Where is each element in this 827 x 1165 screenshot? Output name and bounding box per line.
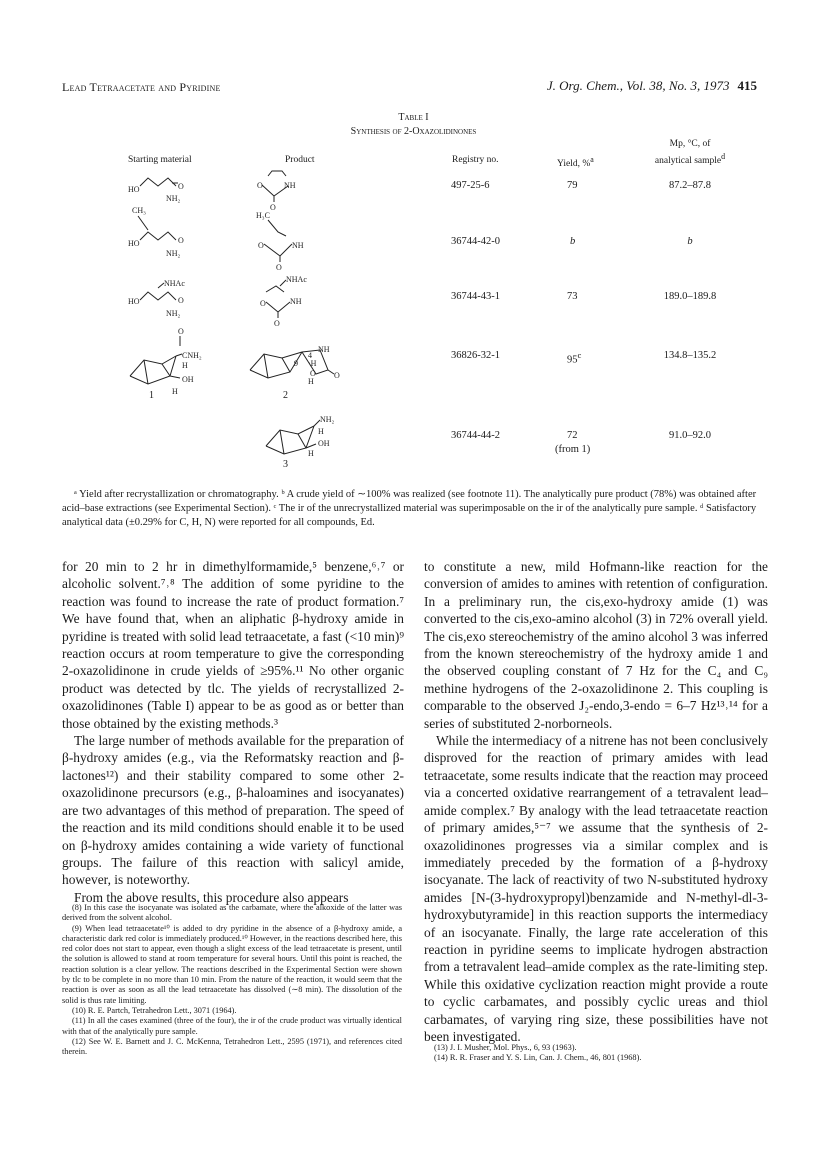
melting-point: 87.2–87.8 xyxy=(669,180,711,191)
svg-text:HO: HO xyxy=(128,239,140,248)
compound-label-3: 3 xyxy=(283,459,288,470)
svg-text:NHAc: NHAc xyxy=(164,279,185,288)
svg-text:O: O xyxy=(310,369,316,378)
svg-text:H: H xyxy=(308,449,314,458)
compound-label-2: 2 xyxy=(283,390,288,401)
svg-text:O: O xyxy=(276,263,282,272)
svg-text:O: O xyxy=(178,182,184,191)
paragraph: The large number of methods available for the preparation of β-hydroxy amides (e.g., via the Reformatsky reaction and β-lactones¹²) and their stability compared to some other 2-oxazolidinone precursors (e.g., β-haloamines and isocyanates) are two advantages of this method of preparation. The speed of the reaction and its mild conditions should enable it to be used on β-hydroxy amides containing a wide variety of functional groups. The failure of this reaction with salicyl amide, however, is noteworthy. xyxy=(62,733,404,888)
yield-value: 79 xyxy=(567,180,578,191)
melting-point: 91.0–92.0 xyxy=(669,430,711,441)
svg-text:H: H xyxy=(182,361,188,370)
svg-text:CNH₂: CNH₂ xyxy=(182,351,202,360)
svg-text:H₃C: H₃C xyxy=(256,211,270,220)
table-label: Table I xyxy=(398,112,429,123)
svg-text:O: O xyxy=(334,371,340,380)
svg-text:NH₂: NH₂ xyxy=(166,249,181,258)
footnote: (9) When lead tetraacetate¹⁰ is added to dry pyridine in the absence of a β-hydroxy amide, a characteristic dark red color is immediately produced.¹⁰ However, in the reactions described here, this red color does not start to appear, even though a slight excess of the lead tetraacetate is present, until the solution is allowed to stand at room temperature for several hours. Until this point is reached, the reaction solution is a clear yellow. The reactions described in the Experimental Section were shown by tlc to be complete in no more than 10 min. From the nature of the reaction, it would seem that the reaction is over as soon as all the lead tetraacetate has dissolved (∼8 min). The dissolution of the solid is thus rate limiting. xyxy=(62,923,402,1005)
registry-no: 36826-32-1 xyxy=(451,350,500,361)
registry-no: 36744-44-2 xyxy=(451,430,500,441)
svg-text:9: 9 xyxy=(294,359,298,368)
footnote: (12) See W. E. Barnett and J. C. McKenna, Tetrahedron Lett., 2595 (1971), and references cited therein. xyxy=(62,1036,402,1057)
structure-product-1 xyxy=(252,168,312,215)
svg-text:H: H xyxy=(172,387,178,396)
running-head-title: Lead Tetraacetate and Pyridine xyxy=(62,80,221,94)
svg-text:O: O xyxy=(260,299,266,308)
svg-text:O: O xyxy=(274,319,280,328)
svg-text:OH: OH xyxy=(182,375,194,384)
yield-value: 73 xyxy=(567,291,578,302)
paragraph: From the above results, this procedure also appears xyxy=(74,889,349,905)
col-header-analytical: analytical sample$^d$ xyxy=(654,152,726,167)
footnote: (11) In all the cases examined (three of the four), the ir of the crude product was virtually identical with that of the analytically pure sample. xyxy=(62,1016,402,1036)
svg-text:NH₂: NH₂ xyxy=(166,309,181,318)
left-column-body xyxy=(62,558,404,906)
left-footnotes xyxy=(62,903,402,1057)
table-footnotes: ᵃ Yield after recrystallization or chromatography. ᵇ A crude yield of ∼100% was realized (see footnote 11). The analytically pure product (78%) was obtained after acid–base extractions (see Experimental Section). ᶜ The ir of the unrecrystallized material was superimposable on the ir of the analytically pure sample. ᵈ Satisfactory analytical data (±0.29% for C, H, N) were reported for all compounds, Ed. xyxy=(62,489,757,528)
page-number: 415 xyxy=(737,78,757,93)
melting-point: 134.8–135.2 xyxy=(663,350,717,361)
svg-text:4: 4 xyxy=(308,351,312,360)
col-header-registry: Registry no. xyxy=(452,155,499,165)
right-footnotes xyxy=(424,1043,768,1064)
registry-no: 36744-43-1 xyxy=(451,291,500,302)
col-header-mp: Mp, °C, of xyxy=(669,139,711,149)
col-header-product: Product xyxy=(285,155,315,165)
paragraph: to constitute a new, mild Hofmann-like reaction for the conversion of amides to amines with retention of configuration. In a preliminary run, the cis,exo-hydroxy amide (1) was converted to the cis,exo-amino alcohol (3) in 72% overall yield. The cis,exo stereochemistry of the amino alcohol 3 was inferred from the known stereochemistry of the hydroxy amide 1 and the observed coupling constant of 7 Hz for the C₄ and C₉ methine hydrogens of the 2-oxazolidinone 2. This coupling is comparable to the observed J₂-endo,3-endo = 6–7 Hz¹³˒¹⁴ for a series of substituted 2-norborneols. xyxy=(424,559,768,731)
svg-text:HO: HO xyxy=(128,297,140,306)
col-header-starting-material: Starting material xyxy=(128,155,192,165)
svg-text:NH: NH xyxy=(318,345,330,354)
right-column-body xyxy=(424,558,768,1045)
structure-product-3 xyxy=(256,274,322,335)
structure-compound-2 xyxy=(246,336,346,401)
yield-value: b xyxy=(570,236,576,247)
melting-point: 189.0–189.8 xyxy=(663,291,717,302)
svg-text:NHAc: NHAc xyxy=(286,275,307,284)
svg-text:O: O xyxy=(258,241,264,250)
footnote: (10) R. E. Partch, Tetrahedron Lett., 3071 (1964). xyxy=(72,1005,237,1015)
svg-text:OH: OH xyxy=(318,439,330,448)
svg-text:O: O xyxy=(178,296,184,305)
svg-text:CH₃: CH₃ xyxy=(132,206,146,215)
registry-no: 497-25-6 xyxy=(451,180,490,191)
yield-value: 95$^c$ xyxy=(567,350,582,366)
svg-text:O: O xyxy=(270,203,276,212)
journal-citation xyxy=(547,78,757,94)
footnote: (8) In this case the isocyanate was isolated as the carbamate, where the alkoxide of the latter was derived from the solvent alcohol. xyxy=(62,903,402,923)
svg-text:·H: ·H xyxy=(308,359,317,368)
paragraph: for 20 min to 2 hr in dimethylformamide,⁵ benzene,⁶˒⁷ or alcoholic solvent.⁷˒⁸ The addition of some pyridine to the reaction was found to increase the rate of product formation.⁷ We have found that, when an aliphatic β-hydroxy amide in pyridine is treated with solid lead tetraacetate, a fast (<10 min)⁹ reaction occurs at room temperature to give the corresponding 2-oxazolidinone in crude yields of ≥95%.¹¹ No other organic product was detected by tlc. The yields of recrystallized 2-oxazolidinones (Table I) appear to be as good as or better than those obtained by the existing methods.³ xyxy=(62,559,404,731)
svg-text:NH: NH xyxy=(292,241,304,250)
yield-value: 72 xyxy=(567,430,578,441)
footnote: (13) J. I. Musher, Mol. Phys., 6, 93 (1963). xyxy=(434,1043,577,1052)
svg-text:O: O xyxy=(257,181,263,190)
footnote: (14) R. R. Fraser and Y. S. Lin, Can. J. Chem., 46, 801 (1968). xyxy=(434,1053,642,1063)
journal-info: J. Org. Chem., Vol. 38, No. 3, 1973 xyxy=(546,78,730,93)
structure-starting-material-3 xyxy=(128,274,218,323)
table-title: Synthesis of 2-Oxazolidinones xyxy=(350,126,477,137)
svg-text:O: O xyxy=(178,327,184,336)
svg-text:NH₂: NH₂ xyxy=(166,194,181,203)
structure-compound-1 xyxy=(126,326,216,411)
paragraph: While the intermediacy of a nitrene has not been conclusively disproved for the reaction of primary amides with lead tetraacetate, some results indicate that the reaction may proceed via a concerted oxidative rearrangement of a tetravalent lead–amide complex.⁷ By analogy with the lead tetraacetate reaction of primary amides,⁵⁻⁷ we assume that the synthesis of 2-oxazolidinones progresses via a similar complex and is immediately preceded by the formation of a β-hydroxy isocyanate. The lack of reactivity of two N-substituted hydroxy amides [N-(3-hydroxypropyl)benzamide and N-methyl-dl-3-hydroxybutyramide] in this reaction supports the intermediacy of an isocyanate. Finally, the large rate acceleration of this reaction in pyridine seems to implicate hydrogen abstraction from a tetravalent lead–amide complex as the rate-limiting step. While this oxidative cyclization reaction might provide a route to cyclic carbamates, and possibly cyclic ureas and thiol carbamates, of varying ring size, these possibilities have not been investigated. xyxy=(424,733,768,1044)
structure-starting-material-2 xyxy=(128,204,208,265)
svg-text:NH₂: NH₂ xyxy=(320,415,335,424)
registry-no: 36744-42-0 xyxy=(451,236,500,247)
compound-label-1: 1 xyxy=(149,390,154,401)
yield-note: (from 1) xyxy=(555,444,591,455)
structure-compound-3 xyxy=(262,412,352,467)
svg-text:H: H xyxy=(318,427,324,436)
svg-text:O: O xyxy=(178,236,184,245)
svg-text:NH: NH xyxy=(284,181,296,190)
col-header-yield: Yield, %$^a$ xyxy=(557,155,594,170)
structure-product-2 xyxy=(252,210,318,279)
melting-point: b xyxy=(687,236,693,247)
svg-text:NH: NH xyxy=(290,297,302,306)
svg-text:H: H xyxy=(308,377,314,386)
svg-text:HO: HO xyxy=(128,185,140,194)
